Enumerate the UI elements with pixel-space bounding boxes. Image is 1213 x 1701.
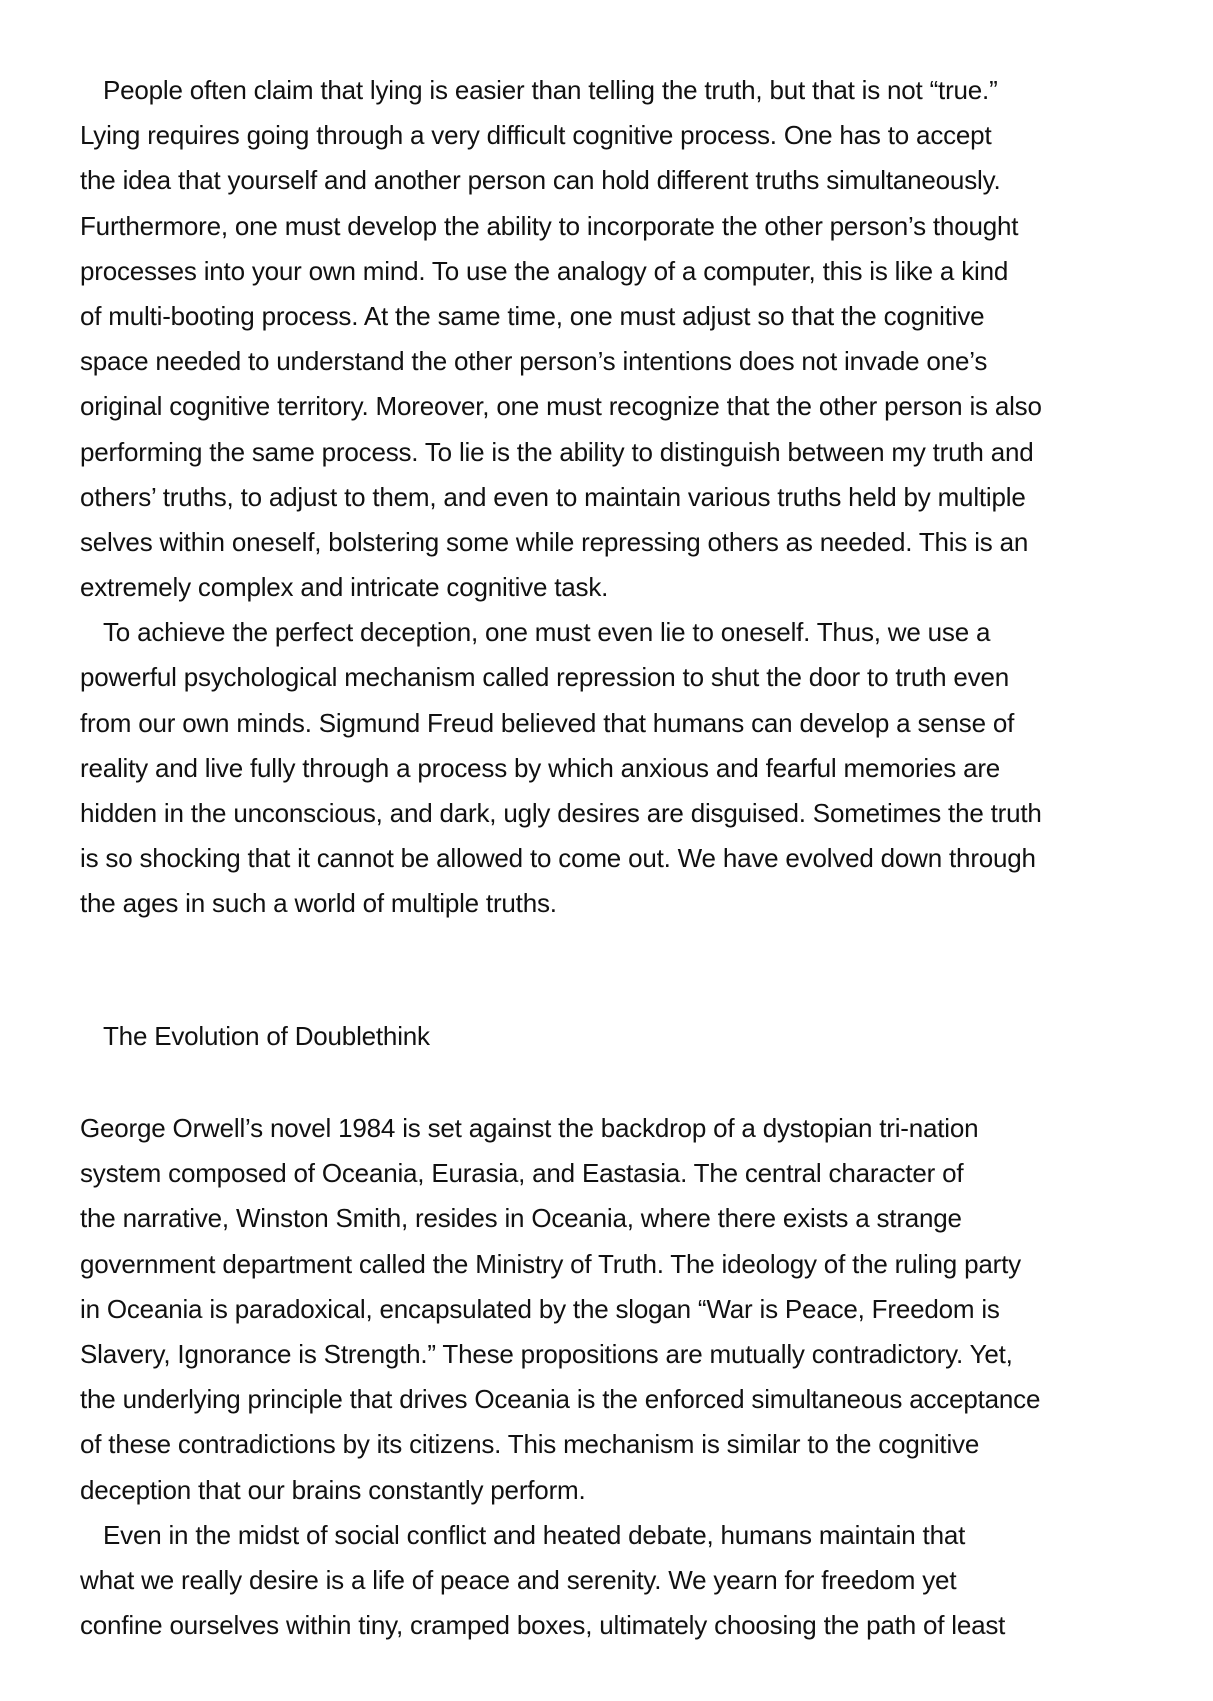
paragraph-line: of these contradictions by its citizens. This mechanism is similar to the cognitive [80, 1429, 980, 1460]
paragraph-line: performing the same process. To lie is the ability to distinguish between my truth and [80, 436, 1034, 467]
paragraph-line: processes into your own mind. To use the analogy of a computer, this is like a kind [80, 255, 1009, 286]
paragraph-line: Even in the midst of social conflict and heated debate, humans maintain that [103, 1519, 966, 1550]
paragraph-line: others’ truths, to adjust to them, and even to maintain various truths held by multiple [80, 481, 1026, 512]
paragraph-line: from our own minds. Sigmund Freud believed that humans can develop a sense of [80, 707, 1015, 738]
paragraph-line: extremely complex and intricate cognitive task. [80, 572, 609, 603]
paragraph-line: government department called the Ministry of Truth. The ideology of the ruling party [80, 1248, 1021, 1279]
paragraph-line: To achieve the perfect deception, one must even lie to oneself. Thus, we use a [103, 617, 991, 648]
section-heading-block [80, 1014, 1160, 1059]
paragraph-line: original cognitive territory. Moreover, one must recognize that the other person is also [80, 391, 1042, 422]
paragraph-line: reality and live fully through a process by which anxious and fearful memories are [80, 752, 1001, 783]
paragraph-line: the narrative, Winston Smith, resides in Oceania, where there exists a strange [80, 1203, 962, 1234]
paragraph-line: confine ourselves within tiny, cramped boxes, ultimately choosing the path of least [80, 1610, 1006, 1641]
paragraph-line: the ages in such a world of multiple truths. [80, 888, 557, 919]
paragraph-line: powerful psychological mechanism called repression to shut the door to truth even [80, 662, 1009, 693]
paragraph-line: system composed of Oceania, Eurasia, and Eastasia. The central character of [80, 1158, 964, 1189]
paragraph-line: Furthermore, one must develop the ability to incorporate the other person’s thought [80, 210, 1019, 241]
paragraph-line: space needed to understand the other person’s intentions does not invade one’s [80, 346, 988, 377]
body-text-section-2 [80, 1106, 1160, 1648]
paragraph-line: the idea that yourself and another person can hold different truths simultaneously. [80, 165, 1001, 196]
paragraph-line: is so shocking that it cannot be allowed to come out. We have evolved down through [80, 843, 1036, 874]
paragraph-line: of multi-booting process. At the same time, one must adjust so that the cognitive [80, 300, 985, 331]
paragraph-line: People often claim that lying is easier than telling the truth, but that is not “true.” [103, 75, 998, 105]
paragraph-line: selves within oneself, bolstering some while repressing others as needed. This is an [80, 526, 1029, 557]
section-heading: The Evolution of Doublethink [103, 1021, 430, 1051]
paragraph-line: George Orwell’s novel 1984 is set against the backdrop of a dystopian tri-nation [80, 1113, 979, 1143]
body-text-section-1 [80, 68, 1160, 927]
paragraph-line: Lying requires going through a very difficult cognitive process. One has to accept [80, 120, 992, 151]
paragraph-line: hidden in the unconscious, and dark, ugly desires are disguised. Sometimes the truth [80, 798, 1042, 828]
paragraph-line: deception that our brains constantly perform. [80, 1474, 586, 1505]
paragraph-line: Slavery, Ignorance is Strength.” These propositions are mutually contradictory. Yet, [80, 1338, 1013, 1369]
paragraph-line: in Oceania is paradoxical, encapsulated by the slogan “War is Peace, Freedom is [80, 1293, 1000, 1324]
paragraph-line: what we really desire is a life of peace and serenity. We yearn for freedom yet [80, 1564, 957, 1595]
paragraph-line: the underlying principle that drives Oceania is the enforced simultaneous acceptance [80, 1384, 1041, 1415]
